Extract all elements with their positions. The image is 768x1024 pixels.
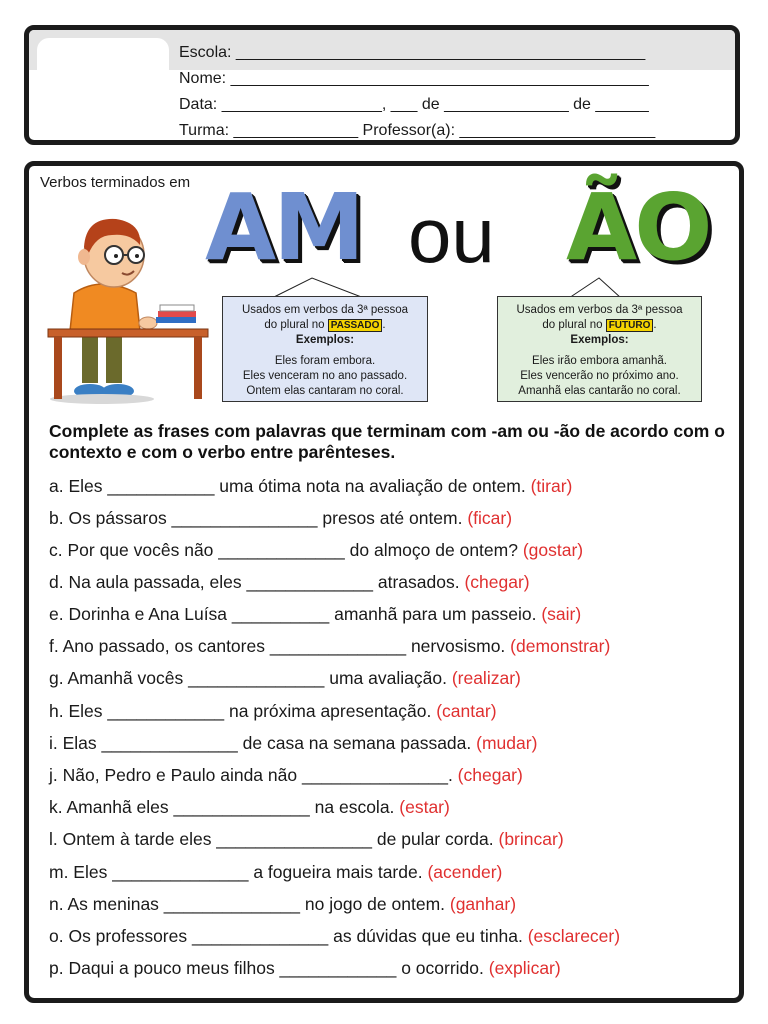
data-field[interactable]: Data: __________________, ___ de ______________ de ______ (179, 96, 649, 113)
title-ao: ÃO (566, 174, 710, 281)
nome-field[interactable]: Nome: _______________________________________________ (179, 70, 649, 87)
exercise-item[interactable]: m. Eles ______________ a fogueira mais tarde. (acender) (49, 862, 503, 882)
exercise-item[interactable]: p. Daqui a pouco meus filhos ____________ o ocorrido. (explicar) (49, 958, 561, 978)
info-am-example: Eles venceram no ano passado. (242, 370, 408, 382)
header-box (24, 25, 740, 145)
exercise-item[interactable]: j. Não, Pedro e Paulo ainda não _______________. (chegar) (49, 765, 523, 785)
highlight-futuro: FUTURO (606, 319, 654, 332)
escola-field[interactable]: Escola: ______________________________________________ (179, 44, 646, 61)
info-ao-example: Eles vencerão no próximo ano. (520, 370, 679, 382)
info-box-am (222, 296, 428, 402)
exercise-item[interactable]: h. Eles ____________ na próxima apresentação. (cantar) (49, 701, 497, 721)
exercise-item[interactable]: k. Amanhã eles ______________ na escola. (estar) (49, 797, 450, 817)
verb-hint: (mudar) (476, 733, 538, 753)
instructions: Complete as frases com palavras que terminam com -am ou -ão de acordo com o contexto e com o verbo entre parênteses. (49, 421, 725, 462)
title-am: AM (205, 174, 362, 281)
exercise-item[interactable]: o. Os professores ______________ as dúvidas que eu tinha. (esclarecer) (49, 926, 621, 946)
exercise-item[interactable]: g. Amanhã vocês ______________ uma avaliação. (realizar) (49, 668, 521, 688)
exercise-item[interactable]: l. Ontem à tarde eles ________________ de pular corda. (brincar) (49, 829, 564, 849)
info-am-line2: do plural no PASSADO . (264, 319, 386, 331)
info-ao-example: Amanhã elas cantarão no coral. (518, 385, 681, 397)
header-tab (37, 38, 169, 145)
verb-hint: (ganhar) (449, 894, 517, 914)
turma-professor-field[interactable]: Turma: ______________ Professor(a): ______________________ (179, 122, 656, 139)
exercise-item[interactable]: f. Ano passado, os cantores ______________ nervosismo. (demonstrar) (49, 636, 611, 656)
subtitle: Verbos terminados em (40, 174, 191, 191)
exercise-item[interactable]: d. Na aula passada, eles _____________ atrasados. (chegar) (49, 572, 530, 592)
verb-hint: (chegar) (464, 572, 530, 592)
verb-hint: (acender) (427, 862, 503, 882)
exercise-item[interactable]: a. Eles ___________ uma ótima nota na avaliação de ontem. (tirar) (49, 476, 573, 496)
verb-hint: (sair) (541, 604, 582, 624)
exercise-item[interactable]: i. Elas ______________ de casa na semana passada. (mudar) (49, 733, 538, 753)
verb-hint: (cantar) (436, 701, 497, 721)
exercise-item[interactable]: c. Por que vocês não _____________ do almoço de ontem? (gostar) (49, 540, 584, 560)
exercise-item[interactable]: e. Dorinha e Ana Luísa __________ amanhã para um passeio. (sair) (49, 604, 582, 624)
verb-hint: (realizar) (451, 668, 521, 688)
info-am-example: Eles foram embora. (274, 355, 376, 367)
exercise-item[interactable]: b. Os pássaros _______________ presos até ontem. (ficar) (49, 508, 513, 528)
info-am-line1: Usados em verbos da 3ª pessoa (242, 304, 408, 316)
verb-hint: (brincar) (498, 829, 564, 849)
verb-hint: (demonstrar) (510, 636, 611, 656)
info-box-ao (497, 296, 702, 402)
exercise-item[interactable]: n. As meninas ______________ no jogo de ontem. (ganhar) (49, 894, 517, 914)
verb-hint: (tirar) (530, 476, 573, 496)
info-ao-example: Eles irão embora amanhã. (532, 355, 667, 367)
info-am-examples-label: Exemplos: (295, 334, 355, 346)
boy-studying-illustration (44, 205, 214, 405)
verb-hint: (estar) (399, 797, 450, 817)
verb-hint: (gostar) (522, 540, 584, 560)
info-am-example: Ontem elas cantaram no coral. (246, 385, 404, 397)
verb-hint: (ficar) (467, 508, 513, 528)
info-ao-line2: do plural no FUTURO . (542, 319, 657, 331)
info-ao-examples-label: Exemplos: (570, 334, 629, 346)
verb-hint: (esclarecer) (527, 926, 621, 946)
title-ou: ou (408, 191, 495, 279)
verb-hint: (chegar) (457, 765, 523, 785)
info-ao-line1: Usados em verbos da 3ª pessoa (516, 304, 683, 316)
verb-hint: (explicar) (488, 958, 561, 978)
highlight-passado: PASSADO (328, 319, 383, 332)
